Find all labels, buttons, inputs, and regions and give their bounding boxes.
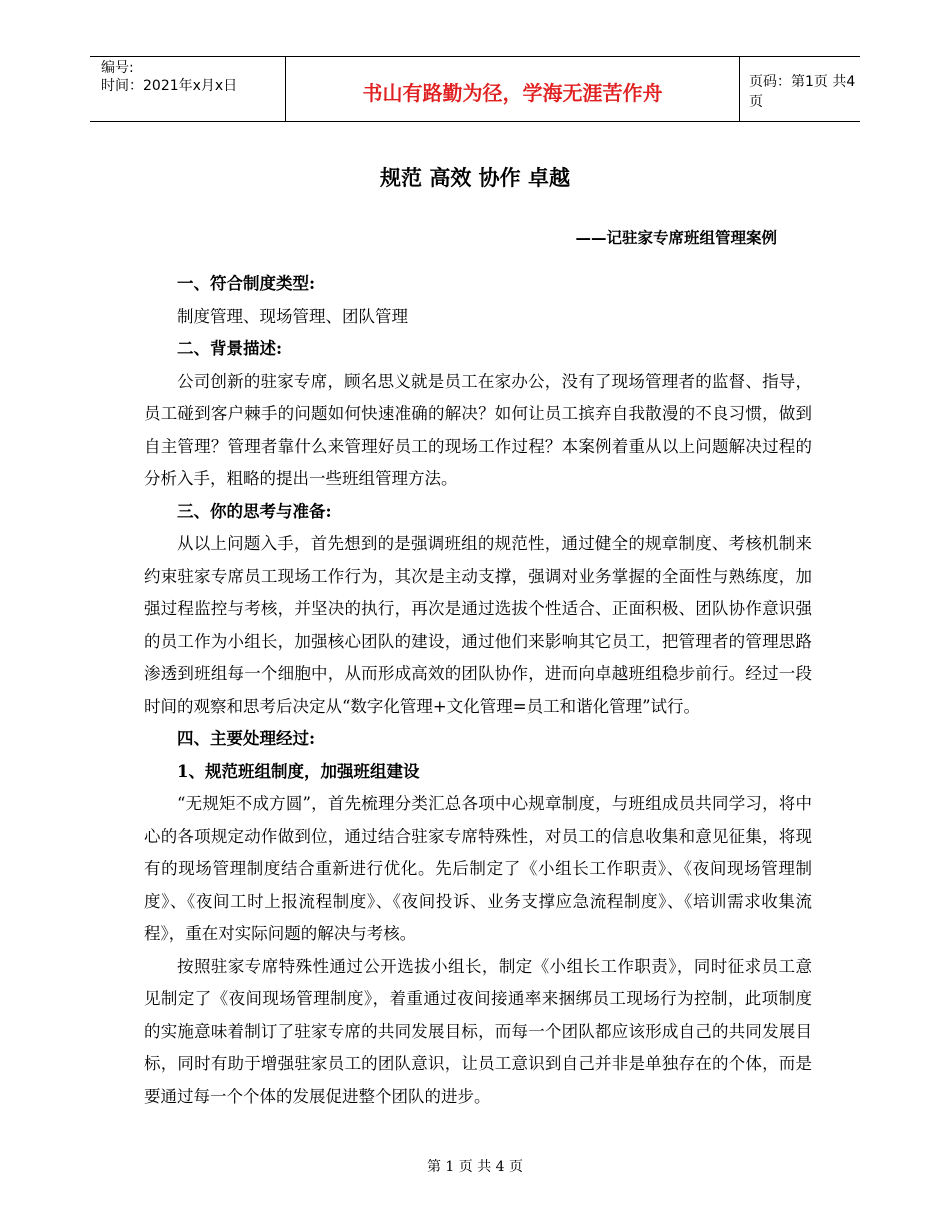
subsection-heading: 1、规范班组制度，加强班组建设 — [177, 761, 420, 781]
section-heading: 四、主要处理经过: — [177, 729, 316, 748]
section-text: 制度管理、现场管理、团队管理 — [177, 306, 408, 326]
doc-time-label: 时间：2021年x月x日 — [101, 78, 238, 94]
document-body — [144, 268, 812, 1113]
section-heading: 三、你的思考与准备: — [177, 501, 332, 521]
page-footer: 第 1 页 共 4 页 — [426, 1159, 524, 1175]
document-title: 规范 高效 协作 卓越 — [380, 166, 570, 190]
header-page-label: 页码：第1页 共4页 — [749, 73, 856, 110]
header-motto: 书山有路勤为径，学海无涯苦作舟 — [285, 57, 740, 121]
document-subtitle: ——记驻家专席班组管理案例 — [575, 229, 777, 247]
doc-number-label: 编号: — [101, 60, 134, 76]
section-heading: 一、符合制度类型: — [177, 274, 316, 293]
section-paragraph: 按照驻家专席特殊性通过公开选拔小组长，制定《小组长工作职责》，同时征求员工意见制定了《夜间现场管理制度》，着重通过夜间接通率来捆绑员工现场行为控制，此项制度的实施意味着制订了驻家专席的共同发展目标，而每一个团队都应该形成自己的共同发展目标，同时有助于增强驻家员工的团队意识，让员工意识到自己并非是单独存在的个体，而是要通过每一个个体的发展促进整个团队的进步。 — [144, 956, 812, 1106]
section-heading: 二、背景描述: — [177, 339, 283, 358]
section-paragraph: “无规矩不成方圆”，首先梳理分类汇总各项中心规章制度，与班组成员共同学习，将中心的各项规定动作做到位，通过结合驻家专席特殊性，对员工的信息收集和意见征集，将现有的现场管理制度结合重新进行优化。先后制定了《小组长工作职责》、《夜间现场管理制度》、《夜间工时上报流程制度》、《夜间投诉、业务支撑应急流程制度》、《培训需求收集流程》，重在对实际问题的解决与考核。 — [144, 794, 812, 943]
header-table — [90, 56, 860, 122]
section-paragraph: 公司创新的驻家专席，顾名思义就是员工在家办公，没有了现场管理者的监督、指导，员工碰到客户棘手的问题如何快速准确的解决？如何让员工摈弃自我散漫的不良习惯，做到自主管理？管理者靠什么来管理好员工的现场工作过程？本案例着重从以上问题解决过程的分析入手，粗略的提出一些班组管理方法。 — [144, 371, 812, 488]
header-meta — [90, 57, 285, 121]
section-paragraph: 从以上问题入手，首先想到的是强调班组的规范性，通过健全的规章制度、考核机制来约束驻家专席员工现场工作行为，其次是主动支撑，强调对业务掌握的全面性与熟练度，加强过程监控与考核，并坚决的执行，再次是通过选拔个性适合、正面积极、团队协作意识强的员工作为小组长，加强核心团队的建设，通过他们来影响其它员工，把管理者的管理思路渗透到班组每一个细胞中，从而形成高效的团队协作，进而向卓越班组稳步前行。经过一段时间的观察和思考后决定从“数字化管理+文化管理=员工和谐化管理”试行。 — [144, 534, 812, 716]
